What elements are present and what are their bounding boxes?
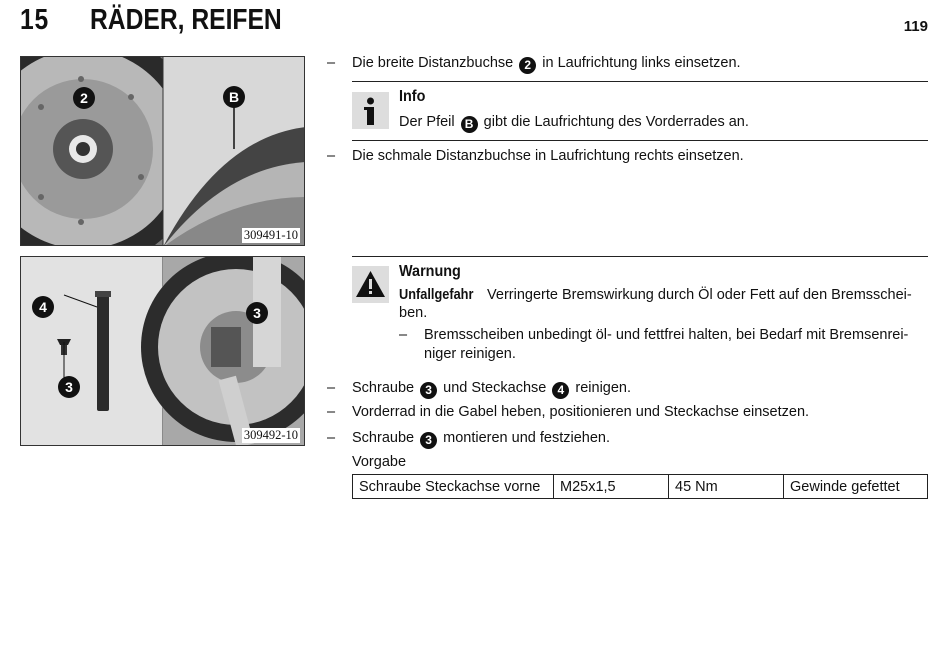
- svg-text:4: 4: [39, 299, 47, 315]
- svg-text:2: 2: [80, 90, 88, 106]
- info-text: Der Pfeil B gibt die Laufrichtung des Vorderrades an.: [399, 114, 749, 131]
- marker-badge: B: [461, 116, 478, 133]
- spec-table: [352, 474, 928, 499]
- warning-label: Unfallgefahr: [399, 287, 474, 303]
- marker-badge: 2: [519, 57, 536, 74]
- divider: [352, 140, 928, 141]
- chapter-title: RÄDER, REIFEN: [90, 4, 282, 36]
- svg-text:3: 3: [65, 379, 73, 395]
- marker-badge: 3: [420, 382, 437, 399]
- warning-text: Unfallgefahr Verringerte Bremswirkung durch Öl oder Fett auf den Bremsschei-: [399, 287, 912, 303]
- figure-caption: 309492-10: [243, 428, 298, 442]
- warning-text-cont: ben.: [399, 305, 428, 321]
- warning-triangle-icon: [352, 266, 389, 303]
- figure-caption: 309491-10: [243, 228, 298, 242]
- chapter-number: 15: [20, 4, 50, 36]
- svg-text:3: 3: [253, 305, 261, 321]
- info-icon: [352, 92, 389, 129]
- marker-badge: 3: [420, 432, 437, 449]
- vorgabe-label: Vorgabe: [352, 454, 407, 470]
- table-cell: Gewinde gefettet: [784, 475, 928, 499]
- figure-photo-1: [21, 57, 305, 246]
- table-cell: Schraube Steckachse vorne: [353, 475, 554, 499]
- figure-axle-screw: [20, 256, 305, 446]
- figure-front-wheel-disc: [20, 56, 305, 246]
- marker-badge: 4: [552, 382, 569, 399]
- warning-title: Warnung: [399, 263, 461, 280]
- table-row: [353, 475, 928, 499]
- divider: [352, 256, 928, 257]
- table-cell: M25x1,5: [554, 475, 669, 499]
- page-number: 119: [903, 18, 928, 35]
- table-cell: 45 Nm: [669, 475, 784, 499]
- info-title: Info: [399, 88, 426, 105]
- divider: [352, 81, 928, 82]
- svg-text:B: B: [228, 89, 240, 105]
- figure-photo-2: [21, 257, 305, 446]
